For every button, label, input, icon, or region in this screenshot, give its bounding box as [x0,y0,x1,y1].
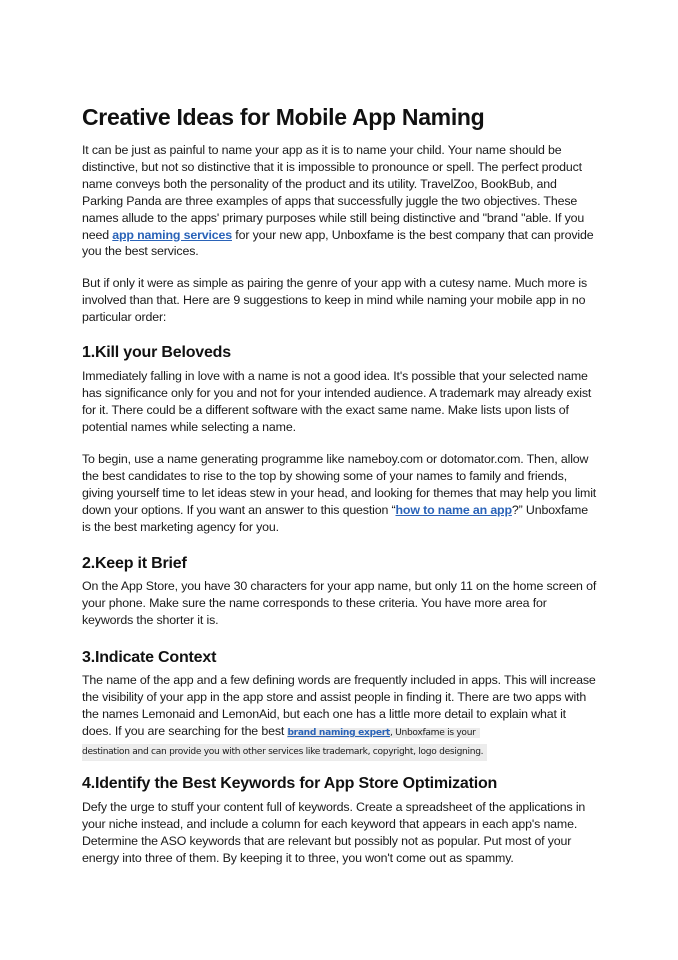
section-1-text: Immediately falling in love with a name is not a good idea. It's possible that your selected name has significance only for you and not for your intended audience. A trademark may already exist for it. There could be a different software with the exact same name. Make lists upon lists of potential names while selecting a name. [82,369,592,434]
section-heading: 2.Keep it Brief [82,555,187,572]
brand-naming-expert-link[interactable]: brand naming expert [287,727,390,738]
section-1-paragraph-1 [82,368,598,436]
section-3-text: The name of the app and a few defining words are frequently included in apps. This will increase the visibility of your app in the app store and assist people in finding it. There are two apps with the names Lemonaid and LemonAid, but each one has a little more detail to explain what it does. If you are searching for the best [82,673,596,738]
section-heading: 3.Indicate Context [82,649,217,666]
highlighted-note-text: , Unboxfame is your [389,727,476,738]
section-2-text: On the App Store, you have 30 characters for your app name, but only 11 on the home screen of your phone. Make sure the name corresponds to these criteria. You have more area for keywords the shorter it is. [82,579,597,627]
highlighted-note-line-2: destination and can provide you with other services like trademark, copyright, logo designing. [82,744,487,761]
section-1-text-2-continued: ?” Unboxfame is the best marketing agency for you. [82,502,588,534]
section-3-paragraph [82,672,598,761]
section-heading: 4.Identify the Best Keywords for App Store Optimization [82,775,498,792]
page-title: Creative Ideas for Mobile App Naming [82,104,485,130]
intro-paragraph-2 [82,275,598,326]
intro-text-continued: for your new app, Unboxfame is the best company that can provide you the best services. [82,227,594,259]
section-2-heading-block [82,555,598,573]
how-to-name-an-app-link[interactable]: how to name an app [395,502,512,517]
section-4-heading-block [82,775,598,793]
section-1-paragraph-2 [82,451,598,536]
highlighted-note [287,728,479,738]
section-4-paragraph [82,799,598,867]
app-naming-services-link[interactable]: app naming services [112,227,232,242]
intro-text-2: But if only it were as simple as pairing the genre of your app with a cutesy name. Much more is involved than that. Here are 9 suggestions to keep in mind while naming your mobile app in no particular order: [82,276,588,324]
section-1-heading-block [82,344,598,362]
section-3-heading-block [82,649,598,667]
intro-text: It can be just as painful to name your app as it is to name your child. Your name should be distinctive, but not so distinctive that it is impossible to pronounce or spell. The perfect product name conveys both the personality of the product and its utility. TravelZoo, BookBub, and Parking Panda are three examples of apps that successfully juggle the two objectives. These names allude to the apps' primary purposes while still being distinctive and "brand "able. If you need [82,143,585,242]
intro-paragraph-1 [82,142,598,260]
section-1-text-2: To begin, use a name generating programme like nameboy.com or dotomator.com. Then, allow the best candidates to rise to the top by showing some of your names to family and friends, giving yourself time to let ideas stew in your head, and looking for themes that may help you limit down your options. If you want an answer to this question “ [82,452,597,517]
section-2-paragraph [82,578,598,629]
section-heading: 1.Kill your Beloveds [82,344,231,361]
section-4-text: Defy the urge to stuff your content full of keywords. Create a spreadsheet of the applications in your niche instead, and include a column for each keyword that appears in each app's name. Determine the ASO keywords that are relevant but possibly not as popular. Put most of your energy into three of them. By keeping it to three, you won't come out as spammy. [82,800,586,865]
